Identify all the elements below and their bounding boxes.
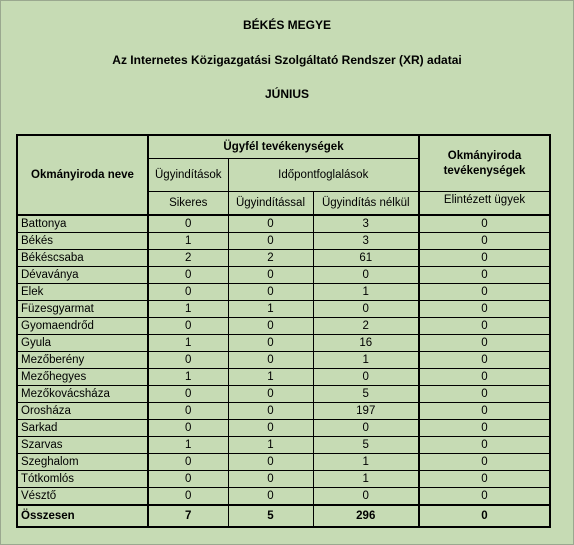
office-name-cell: Mezőhegyes — [17, 369, 148, 386]
table-row — [17, 318, 550, 335]
table-row — [17, 233, 550, 250]
table-row — [17, 369, 550, 386]
without-case-cell: 5 — [313, 437, 419, 454]
total-label: Összesen — [17, 505, 148, 527]
office-name-cell: Békés — [17, 233, 148, 250]
completed-cell: 0 — [419, 267, 550, 284]
without-case-cell: 1 — [313, 284, 419, 301]
success-cell: 1 — [148, 369, 228, 386]
total-success: 7 — [148, 505, 228, 527]
with-case-cell: 2 — [228, 250, 313, 267]
without-case-cell: 3 — [313, 233, 419, 250]
data-table — [16, 134, 551, 528]
with-case-cell: 0 — [228, 488, 313, 506]
completed-column-header: Elintézett ügyek — [419, 192, 550, 216]
success-cell: 0 — [148, 403, 228, 420]
office-name-cell: Szeghalom — [17, 454, 148, 471]
success-cell: 0 — [148, 420, 228, 437]
without-case-cell: 3 — [313, 215, 419, 233]
without-case-cell: 1 — [313, 352, 419, 369]
with-case-cell: 0 — [228, 335, 313, 352]
completed-cell: 0 — [419, 420, 550, 437]
office-name-cell: Battonya — [17, 215, 148, 233]
table-row — [17, 352, 550, 369]
with-case-cell: 1 — [228, 437, 313, 454]
with-case-cell: 0 — [228, 420, 313, 437]
office-name-cell: Sarkad — [17, 420, 148, 437]
with-case-cell: 1 — [228, 369, 313, 386]
table-row — [17, 215, 550, 233]
table-row — [17, 403, 550, 420]
without-case-cell: 0 — [313, 301, 419, 318]
with-case-cell: 0 — [228, 352, 313, 369]
completed-cell: 0 — [419, 250, 550, 267]
table-row — [17, 420, 550, 437]
office-name-cell: Dévaványa — [17, 267, 148, 284]
office-name-cell: Vésztő — [17, 488, 148, 506]
table-row — [17, 250, 550, 267]
with-case-cell: 0 — [228, 215, 313, 233]
table-row — [17, 335, 550, 352]
with-case-cell: 0 — [228, 318, 313, 335]
success-cell: 0 — [148, 267, 228, 284]
with-case-cell: 0 — [228, 267, 313, 284]
success-cell: 1 — [148, 335, 228, 352]
success-cell: 0 — [148, 352, 228, 369]
table-row — [17, 267, 550, 284]
without-case-cell: 0 — [313, 369, 419, 386]
with-case-cell: 1 — [228, 301, 313, 318]
without-case-cell: 1 — [313, 471, 419, 488]
report-subtitle: Az Internetes Közigazgatási Szolgáltató Rendszer (XR) adatai — [112, 53, 462, 67]
office-name-cell: Mezőkovácsháza — [17, 386, 148, 403]
office-name-cell: Füzesgyarmat — [17, 301, 148, 318]
success-column-header: Sikeres — [148, 192, 228, 216]
without-case-cell: 0 — [313, 488, 419, 506]
office-name-header: Okmányiroda neve — [17, 135, 148, 215]
completed-cell: 0 — [419, 233, 550, 250]
table-row — [17, 488, 550, 506]
without-case-cell: 61 — [313, 250, 419, 267]
completed-cell: 0 — [419, 318, 550, 335]
table-row — [17, 386, 550, 403]
without-case-cell: 16 — [313, 335, 419, 352]
table-row — [17, 454, 550, 471]
appointments-subheader: Időpontfoglalások — [228, 159, 419, 192]
month-title: JÚNIUS — [264, 87, 309, 101]
without-case-cell: 0 — [313, 420, 419, 437]
office-activities-header: Okmányiroda tevékenységek — [419, 135, 550, 192]
table-row — [17, 437, 550, 454]
success-cell: 0 — [148, 318, 228, 335]
office-name-cell: Mezőberény — [17, 352, 148, 369]
office-name-cell: Gyula — [17, 335, 148, 352]
success-cell: 1 — [148, 301, 228, 318]
completed-cell: 0 — [419, 301, 550, 318]
success-cell: 0 — [148, 386, 228, 403]
success-cell: 0 — [148, 488, 228, 506]
completed-cell: 0 — [419, 386, 550, 403]
office-name-cell: Tótkomlós — [17, 471, 148, 488]
county-title: BÉKÉS MEGYE — [242, 18, 332, 32]
completed-cell: 0 — [419, 335, 550, 352]
completed-cell: 0 — [419, 488, 550, 506]
success-cell: 1 — [148, 233, 228, 250]
with-case-column-header: Ügyindítással — [228, 192, 313, 216]
completed-cell: 0 — [419, 352, 550, 369]
without-case-column-header: Ügyindítás nélkül — [313, 192, 419, 216]
without-case-cell: 5 — [313, 386, 419, 403]
completed-cell: 0 — [419, 437, 550, 454]
with-case-cell: 0 — [228, 233, 313, 250]
without-case-cell: 197 — [313, 403, 419, 420]
table-row — [17, 471, 550, 488]
office-name-cell: Békéscsaba — [17, 250, 148, 267]
completed-cell: 0 — [419, 403, 550, 420]
success-cell: 0 — [148, 471, 228, 488]
total-with-case: 5 — [228, 505, 313, 527]
success-cell: 0 — [148, 284, 228, 301]
office-name-cell: Gyomaendrőd — [17, 318, 148, 335]
completed-cell: 0 — [419, 454, 550, 471]
without-case-cell: 0 — [313, 267, 419, 284]
table-row — [17, 301, 550, 318]
office-name-cell: Elek — [17, 284, 148, 301]
total-without-case: 296 — [313, 505, 419, 527]
completed-cell: 0 — [419, 471, 550, 488]
without-case-cell: 2 — [313, 318, 419, 335]
cases-subheader: Ügyindítások — [148, 159, 228, 192]
completed-cell: 0 — [419, 284, 550, 301]
success-cell: 2 — [148, 250, 228, 267]
success-cell: 0 — [148, 454, 228, 471]
office-name-cell: Orosháza — [17, 403, 148, 420]
completed-cell: 0 — [419, 369, 550, 386]
success-cell: 0 — [148, 215, 228, 233]
total-row — [17, 505, 550, 527]
success-cell: 1 — [148, 437, 228, 454]
with-case-cell: 0 — [228, 403, 313, 420]
client-activities-header: Ügyfél tevékenységek — [148, 135, 419, 159]
with-case-cell: 0 — [228, 284, 313, 301]
with-case-cell: 0 — [228, 386, 313, 403]
office-name-cell: Szarvas — [17, 437, 148, 454]
with-case-cell: 0 — [228, 454, 313, 471]
with-case-cell: 0 — [228, 471, 313, 488]
table-row — [17, 284, 550, 301]
completed-cell: 0 — [419, 215, 550, 233]
without-case-cell: 1 — [313, 454, 419, 471]
total-completed: 0 — [419, 505, 550, 527]
